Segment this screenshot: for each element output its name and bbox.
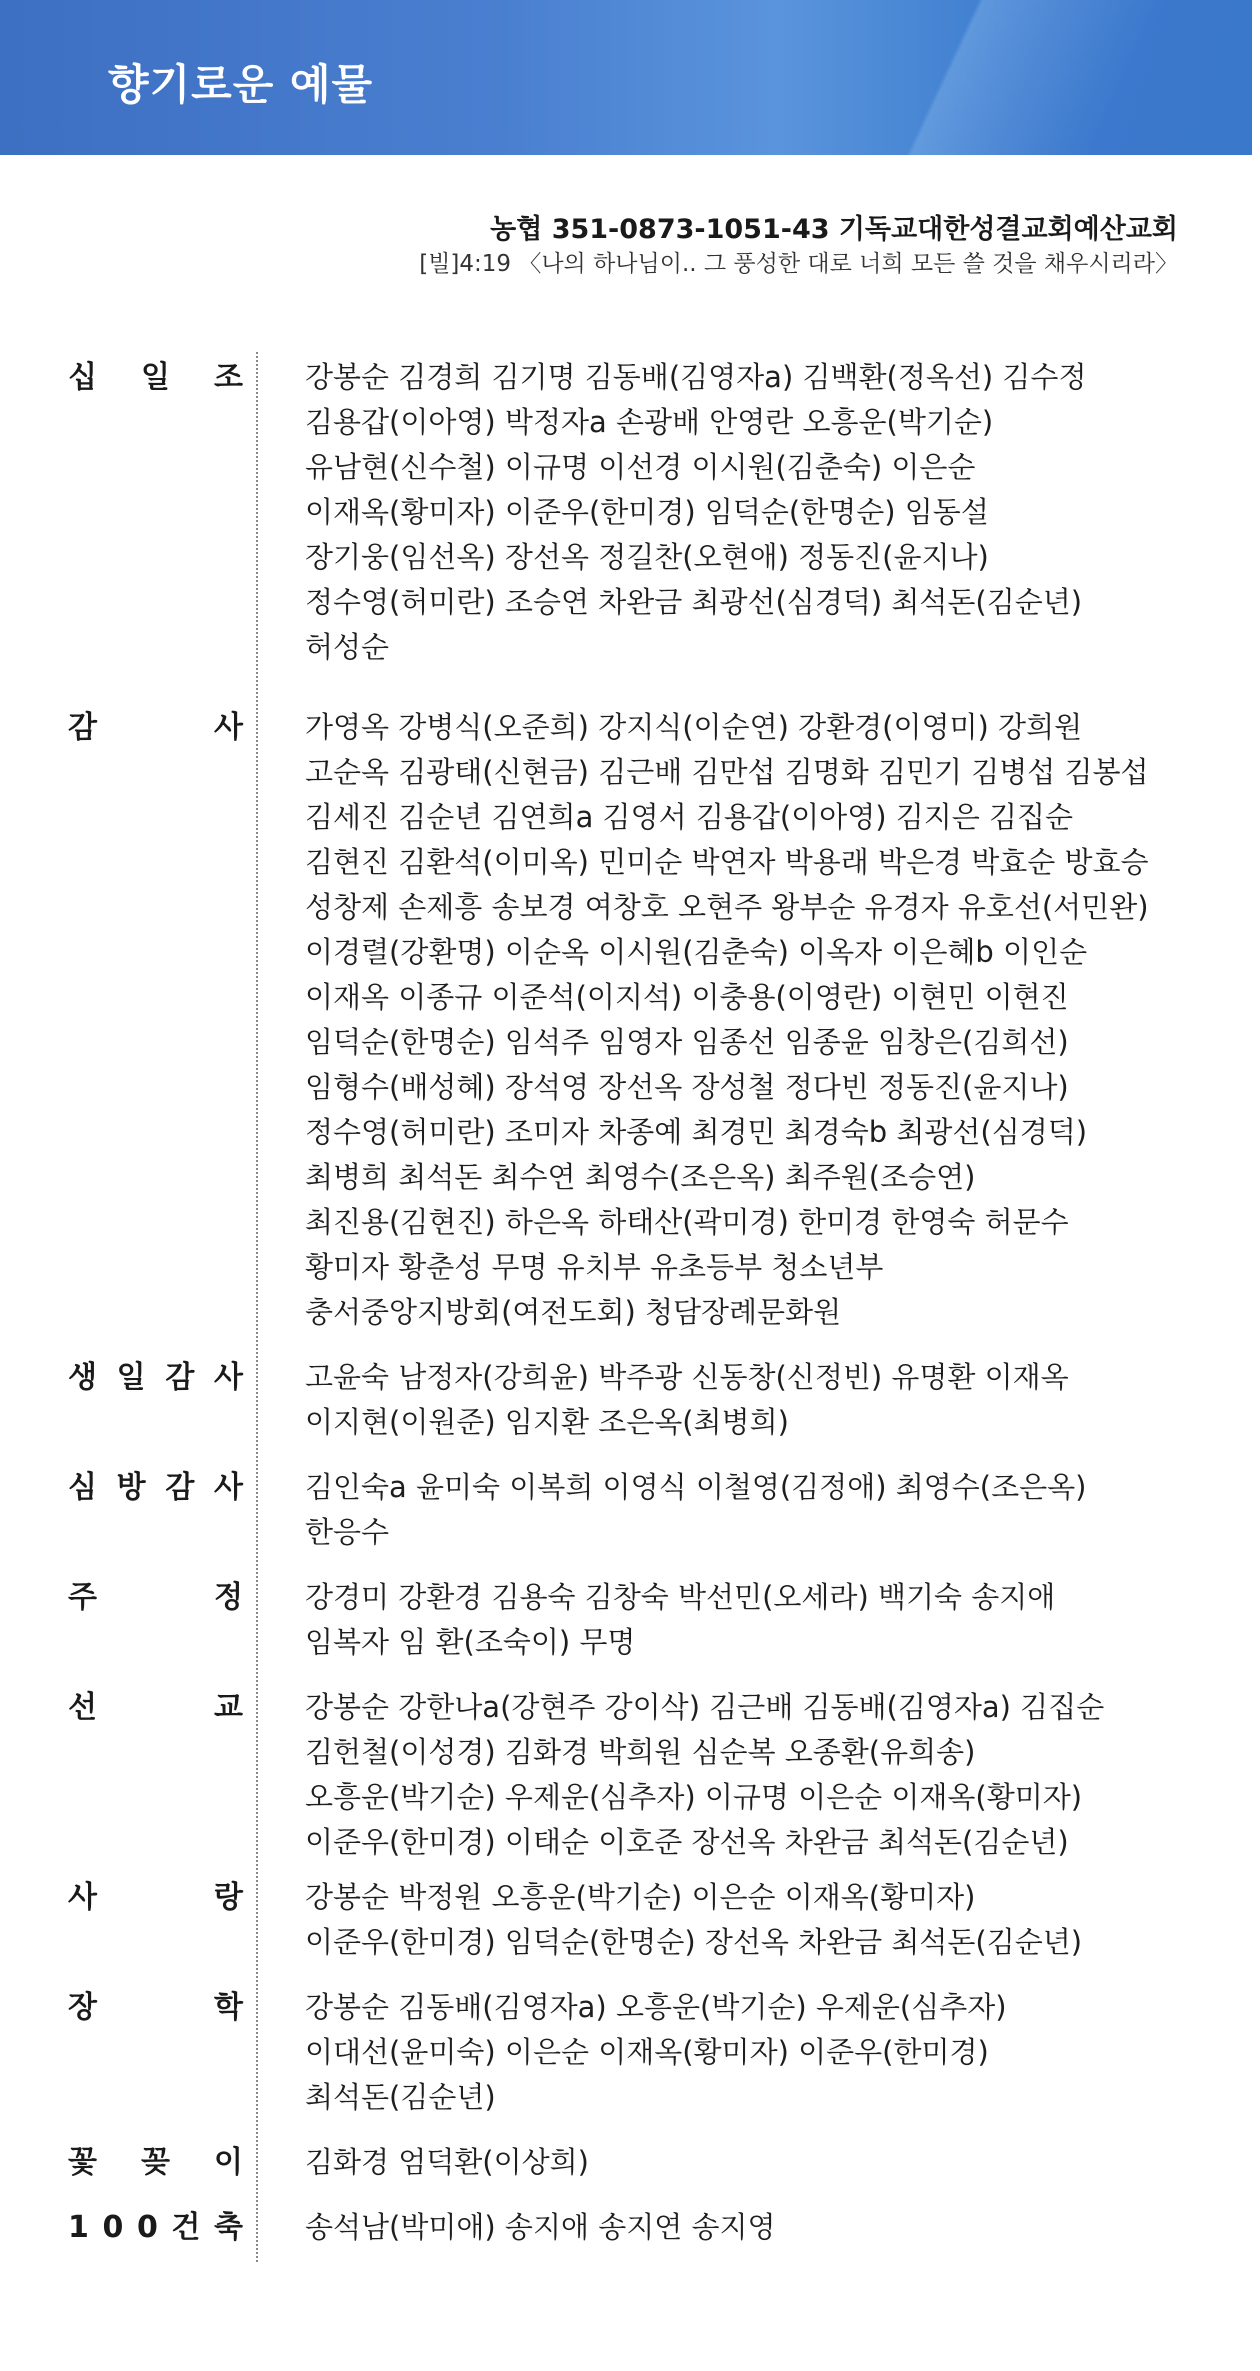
section-label-char: 교 xyxy=(214,1690,243,1725)
donor-line: 가영옥 강병식(오준희) 강지식(이순연) 강환경(이영미) 강희원 xyxy=(305,710,1083,744)
donor-line: 임형수(배성혜) 장석영 장선옥 장성철 정다빈 정동진(윤지나) xyxy=(305,1070,1069,1104)
donor-line: 고윤숙 남정자(강희윤) 박주광 신동창(신정빈) 유명환 이재옥 xyxy=(305,1360,1069,1394)
donor-line: 김헌철(이성경) 김화경 박희원 심순복 오종환(유희송) xyxy=(305,1735,976,1769)
header-banner xyxy=(0,0,1252,155)
section-label-char: 사 xyxy=(214,710,243,745)
section-label xyxy=(68,1465,243,1510)
donor-line: 김세진 김순년 김연희a 김영서 김용갑(이아영) 김지은 김집순 xyxy=(305,800,1074,834)
section-label xyxy=(68,2140,243,2185)
section-label-char: 주 xyxy=(68,1580,97,1615)
section-label-char: 감 xyxy=(165,1360,195,1395)
section-label-char: 0 xyxy=(136,2210,158,2245)
section-label-char: 선 xyxy=(68,1690,97,1725)
donor-names xyxy=(305,1355,1205,1445)
section-label-char: 사 xyxy=(214,1360,243,1395)
section-label-char: 방 xyxy=(116,1470,146,1505)
donor-line: 강봉순 김동배(김영자a) 오흥운(박기순) 우제운(심추자) xyxy=(305,1990,1007,2024)
column-divider xyxy=(256,352,258,2262)
section-label-char: 일 xyxy=(116,1360,146,1395)
scripture-verse: [빌]4:19 〈나의 하나님이.. 그 풍성한 대로 너희 모든 쓸 것을 채우시리라〉 xyxy=(419,251,1178,277)
donor-line: 이지현(이원준) 임지환 조은옥(최병희) xyxy=(305,1405,789,1439)
donor-line: 최석돈(김순년) xyxy=(305,2080,496,2114)
donor-names xyxy=(305,2140,1205,2185)
section-label xyxy=(68,1685,243,1730)
section-label-char: 조 xyxy=(214,360,243,395)
section-label-char: 정 xyxy=(214,1580,243,1615)
donor-line: 임복자 임 환(조숙이) 무명 xyxy=(305,1625,636,1659)
donor-names xyxy=(305,355,1205,670)
section-label-char: 꽃 xyxy=(68,2145,97,2180)
section-label-char: 사 xyxy=(68,1880,97,1915)
section-label-char: 사 xyxy=(214,1470,243,1505)
donor-line: 최병희 최석돈 최수연 최영수(조은옥) 최주원(조승연) xyxy=(305,1160,976,1194)
section-label-char: 0 xyxy=(102,2210,124,2245)
page-title: 향기로운 예물 xyxy=(108,60,374,109)
donor-line: 오흥운(박기순) 우제운(심추자) 이규명 이은순 이재옥(황미자) xyxy=(305,1780,1083,1814)
bank-account-info: 농협 351-0873-1051-43 기독교대한성결교회예산교회 xyxy=(490,214,1178,245)
donor-line: 임덕순(한명순) 임석주 임영자 임종선 임종윤 임창은(김희선) xyxy=(305,1025,1069,1059)
donor-line: 정수영(허미란) 조승연 차완금 최광선(심경덕) 최석돈(김순년) xyxy=(305,585,1083,619)
donor-line: 충서중앙지방회(여전도회) 청담장례문화원 xyxy=(305,1295,842,1329)
donor-line: 이경렬(강환명) 이순옥 이시원(김춘숙) 이옥자 이은혜b 이인순 xyxy=(305,935,1088,969)
section-label-char: 생 xyxy=(68,1360,97,1395)
section-label-char: 건 xyxy=(171,2210,201,2245)
section-label-char: 1 xyxy=(68,2210,89,2245)
donor-line: 강봉순 김경희 김기명 김동배(김영자a) 김백환(정옥선) 김수정 xyxy=(305,360,1087,394)
section-label-char: 이 xyxy=(214,2145,243,2180)
banner-decoration xyxy=(792,0,1252,155)
donor-line: 정수영(허미란) 조미자 차종예 최경민 최경숙b 최광선(심경덕) xyxy=(305,1115,1088,1149)
section-label-char: 랑 xyxy=(214,1880,243,1915)
donor-line: 이재옥(황미자) 이준우(한미경) 임덕순(한명순) 임동설 xyxy=(305,495,989,529)
donor-names xyxy=(305,1875,1205,1965)
donor-line: 강경미 강환경 김용숙 김창숙 박선민(오세라) 백기숙 송지애 xyxy=(305,1580,1056,1614)
donor-line: 최진용(김현진) 하은옥 하태산(곽미경) 한미경 한영숙 허문수 xyxy=(305,1205,1069,1239)
donor-names xyxy=(305,1685,1205,1865)
donor-line: 이준우(한미경) 이태순 이호준 장선옥 차완금 최석돈(김순년) xyxy=(305,1825,1069,1859)
section-label xyxy=(68,705,243,750)
donor-names xyxy=(305,1575,1205,1665)
donor-names xyxy=(305,1465,1205,1555)
section-label xyxy=(68,355,243,400)
donor-line: 장기웅(임선옥) 장선옥 정길찬(오현애) 정동진(윤지나) xyxy=(305,540,989,574)
section-label xyxy=(68,1355,243,1400)
section-label xyxy=(68,1985,243,2030)
donor-names xyxy=(305,1985,1205,2120)
donor-line: 황미자 황춘성 무명 유치부 유초등부 청소년부 xyxy=(305,1250,884,1284)
donor-line: 유남현(신수철) 이규명 이선경 이시원(김춘숙) 이은순 xyxy=(305,450,976,484)
donor-line: 이재옥 이종규 이준석(이지석) 이충용(이영란) 이현민 이현진 xyxy=(305,980,1069,1014)
donor-line: 송석남(박미애) 송지애 송지연 송지영 xyxy=(305,2210,776,2244)
donor-line: 성창제 손제흥 송보경 여창호 오현주 왕부순 유경자 유호선(서민완) xyxy=(305,890,1149,924)
section-label xyxy=(68,1575,243,1620)
section-label-char: 꽂 xyxy=(141,2145,170,2180)
section-label-char: 장 xyxy=(68,1990,97,2025)
donor-line: 이준우(한미경) 임덕순(한명순) 장선옥 차완금 최석돈(김순년) xyxy=(305,1925,1083,1959)
donor-line: 한응수 xyxy=(305,1515,390,1549)
section-label-char: 감 xyxy=(68,710,97,745)
donor-line: 강봉순 박정원 오흥운(박기순) 이은순 이재옥(황미자) xyxy=(305,1880,976,1914)
section-label-char: 일 xyxy=(141,360,170,395)
donor-line: 김현진 김환석(이미옥) 민미순 박연자 박용래 박은경 박효순 방효승 xyxy=(305,845,1149,879)
donor-line: 김인숙a 윤미숙 이복희 이영식 이철영(김정애) 최영수(조은옥) xyxy=(305,1470,1087,1504)
section-label-char: 감 xyxy=(165,1470,195,1505)
section-label-char: 심 xyxy=(68,1470,97,1505)
donor-line: 허성순 xyxy=(305,630,390,664)
donor-line: 강봉순 강한나a(강현주 강이삭) 김근배 김동배(김영자a) 김집순 xyxy=(305,1690,1105,1724)
section-label xyxy=(68,1875,243,1920)
donor-names xyxy=(305,705,1205,1335)
donor-line: 김용갑(이아영) 박정자a 손광배 안영란 오흥운(박기순) xyxy=(305,405,994,439)
section-label-char: 축 xyxy=(213,2210,243,2245)
donor-line: 이대선(윤미숙) 이은순 이재옥(황미자) 이준우(한미경) xyxy=(305,2035,989,2069)
donor-line: 고순옥 김광태(신현금) 김근배 김만섭 김명화 김민기 김병섭 김봉섭 xyxy=(305,755,1149,789)
section-label xyxy=(68,2205,243,2250)
donor-names xyxy=(305,2205,1205,2250)
donor-line: 김화경 엄덕환(이상희) xyxy=(305,2145,589,2179)
section-label-char: 십 xyxy=(68,360,97,395)
section-label-char: 학 xyxy=(214,1990,243,2025)
